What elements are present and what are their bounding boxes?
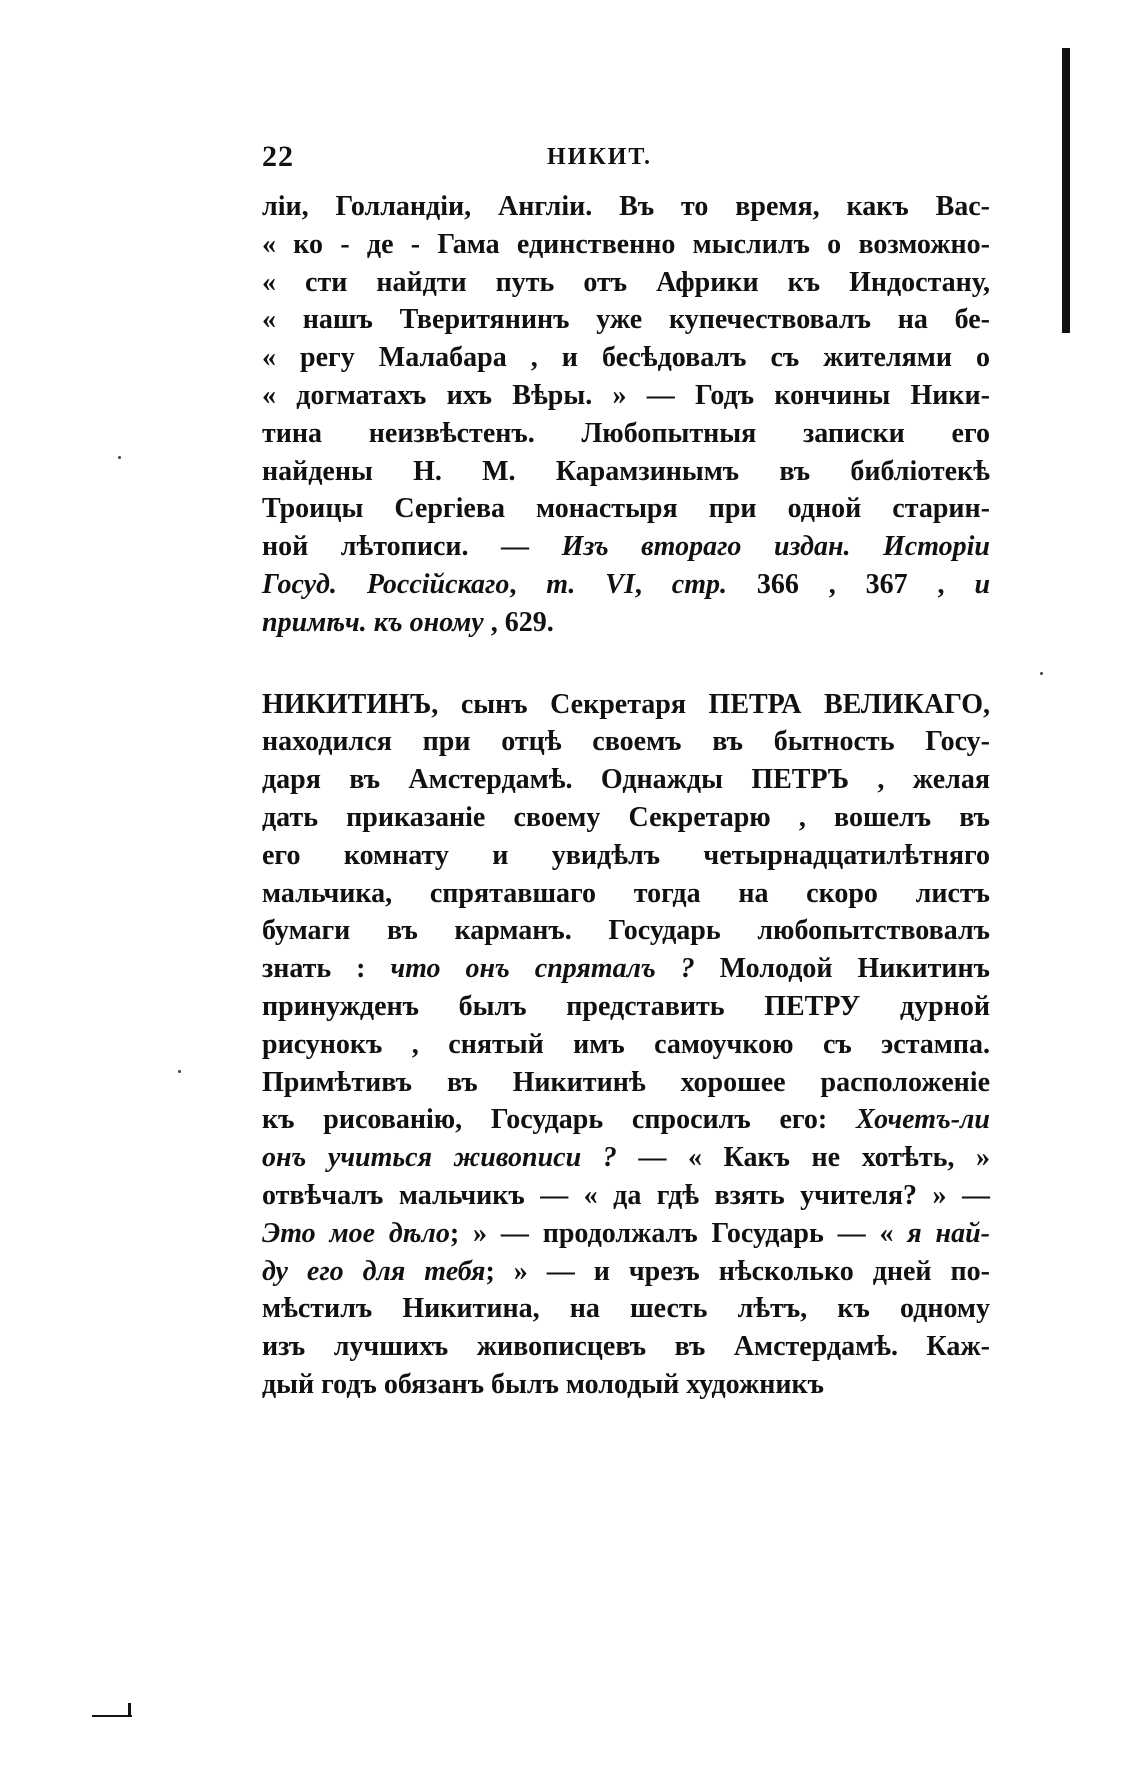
text-segment: находился при отцѣ своемъ въ бытность Госу-	[262, 726, 990, 758]
text-line	[262, 837, 990, 875]
text-line	[262, 528, 990, 566]
text-segment: бумаги въ карманъ. Государь любопытствовалъ	[262, 915, 990, 947]
italic-segment: ду его для тебя	[262, 1255, 486, 1287]
text-line	[262, 264, 990, 302]
text-segment: « регу Малабара , и бесѣдовалъ съ жителями о	[262, 342, 990, 374]
text-line	[262, 1215, 990, 1253]
text-line	[262, 339, 990, 377]
text-line	[262, 453, 990, 491]
text-segment: Троицы Сергіева монастыря при одной старин-	[262, 493, 990, 525]
text-segment: ,	[634, 568, 672, 600]
italic-segment: и	[974, 568, 991, 600]
text-segment: « ко - де - Гама единственно мыслилъ о возможно-	[262, 228, 990, 260]
text-line	[262, 188, 990, 226]
text-segment: « догматахъ ихъ Вѣры. » — Годъ кончины Ники-	[262, 379, 990, 411]
text-line	[262, 686, 990, 724]
text-segment: Молодой Никитинъ	[694, 953, 990, 985]
scan-edge-bar	[1062, 48, 1070, 333]
text-segment: « сти найдти путь отъ Африки къ Индостану,	[262, 266, 990, 298]
text-segment: отвѣчалъ мальчикъ — « да гдѣ взять учителя? » —	[262, 1179, 990, 1211]
text-line	[262, 912, 990, 950]
text-line	[262, 415, 990, 453]
italic-segment: онъ учиться живописи ?	[262, 1142, 617, 1174]
text-line	[262, 950, 990, 988]
text-segment: 366 , 367 ,	[726, 568, 975, 600]
scan-speck	[118, 456, 121, 459]
italic-segment: Госуд. Россійскаго	[262, 568, 510, 600]
text-segment: даря въ Амстердамѣ. Однажды ПЕТРЪ , желая	[262, 764, 990, 796]
text-segment: — « Какъ не хотѣть, »	[616, 1142, 990, 1174]
text-line	[262, 1328, 990, 1366]
italic-segment: стр.	[671, 568, 727, 600]
text-line	[262, 1139, 990, 1177]
text-line	[262, 1101, 990, 1139]
text-segment: его комнату и увидѣлъ четырнадцатилѣтняго	[262, 839, 990, 871]
book-page	[262, 140, 990, 1404]
text-segment: къ рисованію, Государь спросилъ его:	[262, 1104, 857, 1136]
text-segment: дый годъ обязанъ былъ молодый художникъ	[262, 1368, 824, 1400]
text-segment: дать приказаніе своему Секретарю , вошелъ въ	[262, 801, 990, 833]
text-line	[262, 988, 990, 1026]
italic-segment: я най-	[907, 1217, 990, 1249]
italic-segment: примѣч. къ оному	[262, 606, 484, 638]
italic-segment: т. VI	[546, 568, 635, 600]
text-line	[262, 1366, 990, 1404]
page-header	[262, 140, 990, 188]
text-segment: « нашъ Тверитянинъ уже купечествовалъ на бе-	[262, 304, 990, 336]
text-segment: изъ лучшихъ живописцевъ въ Амстердамѣ. Каж-	[262, 1331, 990, 1363]
scan-speck	[178, 1070, 181, 1073]
text-segment: НИКИТИНЪ, сынъ Секретаря ПЕТРА ВЕЛИКАГО,	[262, 688, 990, 720]
text-line	[262, 761, 990, 799]
italic-segment: Это мое дѣло	[262, 1217, 450, 1249]
running-head: НИКИТ.	[547, 144, 653, 170]
text-line	[262, 226, 990, 264]
text-line	[262, 301, 990, 339]
text-line	[262, 1064, 990, 1102]
text-segment: ліи, Голландіи, Англіи. Въ то время, какъ Вас-	[262, 191, 990, 222]
page-number: 22	[262, 140, 294, 173]
text-line	[262, 604, 990, 642]
text-segment: ; » — продолжалъ Государь — «	[449, 1217, 908, 1249]
text-segment: мѣстилъ Никитина, на шесть лѣтъ, къ одному	[262, 1293, 990, 1325]
text-segment: принужденъ былъ представить ПЕТРУ дурной	[262, 990, 990, 1022]
paragraph-niki-end	[262, 188, 990, 642]
text-segment: знать :	[262, 953, 391, 985]
text-line	[262, 1253, 990, 1291]
text-line	[262, 490, 990, 528]
text-line	[262, 1026, 990, 1064]
text-segment: , 629.	[483, 606, 554, 638]
italic-segment: Изъ втораго издан. Исторіи	[561, 531, 990, 563]
text-line	[262, 566, 990, 604]
text-segment: найдены Н. М. Карамзинымъ въ библіотекѣ	[262, 455, 990, 487]
text-line	[262, 799, 990, 837]
text-segment: Примѣтивъ въ Никитинѣ хорошее расположеніе	[262, 1066, 990, 1098]
italic-segment: что онъ спряталъ ?	[390, 953, 695, 985]
scan-speck	[1040, 672, 1043, 675]
text-line	[262, 1290, 990, 1328]
text-line	[262, 1177, 990, 1215]
text-segment: тина неизвѣстенъ. Любопытныя записки его	[262, 417, 990, 449]
text-segment: ; » — и чрезъ нѣсколько дней по-	[485, 1255, 990, 1287]
text-segment: ной лѣтописи. —	[262, 531, 562, 563]
italic-segment: Хочетъ-ли	[856, 1104, 990, 1136]
text-line	[262, 723, 990, 761]
text-segment: рисунокъ , снятый имъ самоучкою съ эстампа.	[262, 1028, 990, 1060]
text-segment: мальчика, спрятавшаго тогда на скоро листъ	[262, 877, 990, 909]
text-segment: ,	[509, 568, 547, 600]
text-line	[262, 377, 990, 415]
paragraph-nikitin	[262, 686, 990, 1404]
text-line	[262, 875, 990, 913]
corner-mark	[92, 1703, 132, 1717]
